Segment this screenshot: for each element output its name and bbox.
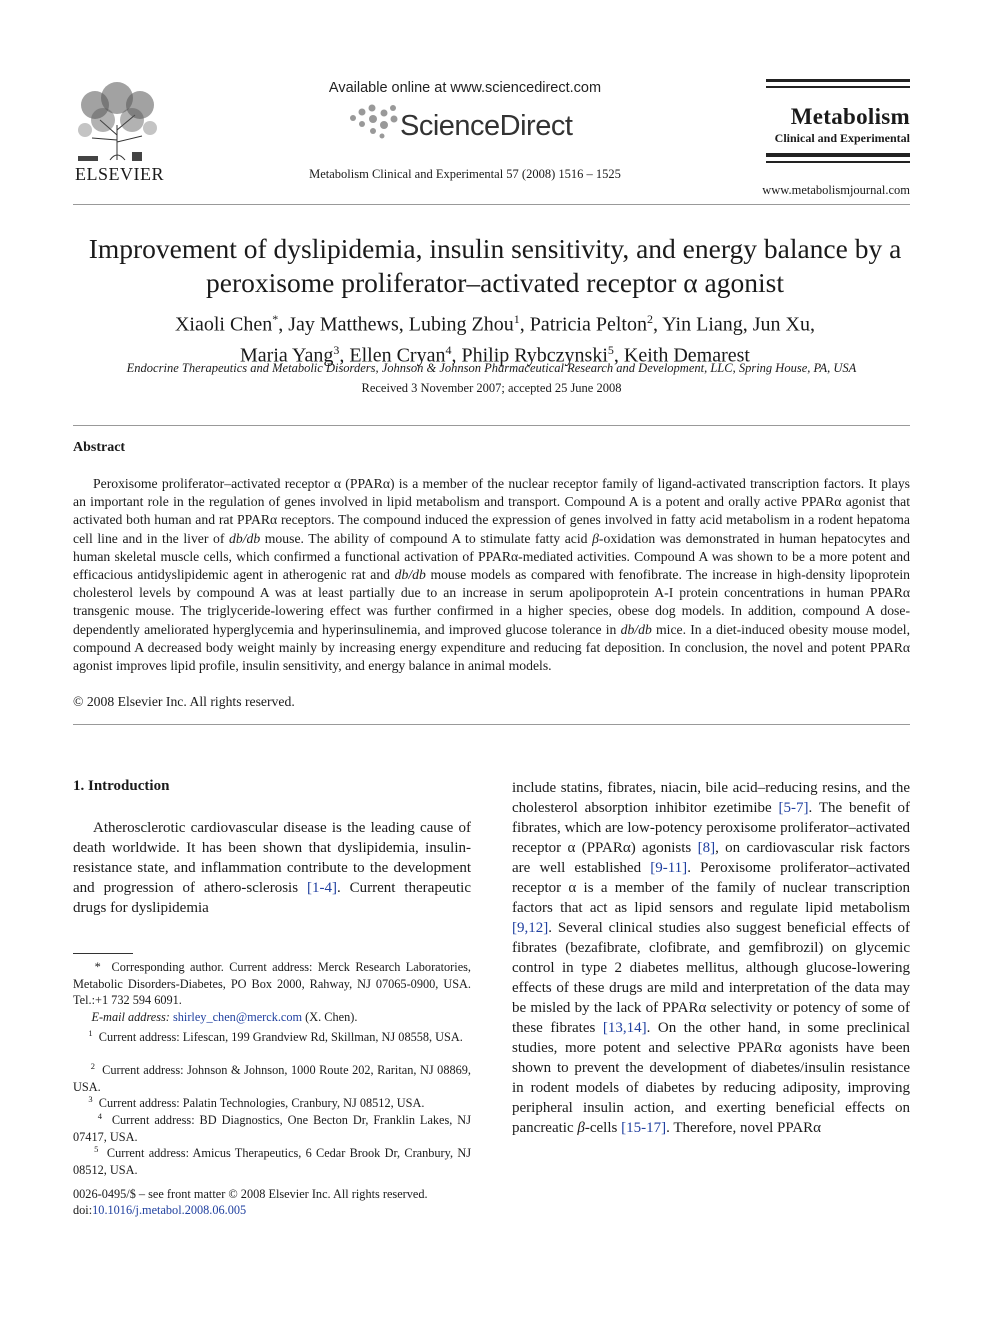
journal-logo-rule xyxy=(766,86,910,88)
abstract-bottom-divider xyxy=(73,724,910,725)
author-name: Patricia Pelton xyxy=(529,313,647,336)
journal-subtitle: Clinical and Experimental xyxy=(774,131,910,145)
article-title xyxy=(60,232,930,300)
journal-citation: Metabolism Clinical and Experimental 57 (2008) 1516 – 1525 xyxy=(309,167,621,181)
footnote-corresponding: * Corresponding author. Current address: Merck Research Laboratories, Metabolic Disorders-Diabetes, PO Box 2000, Rahway, NJ 07065-0900, USA. Tel.:+1 732 594 6091. xyxy=(73,960,472,1007)
journal-logo-rule xyxy=(766,79,910,82)
journal-logo-rule xyxy=(766,153,910,157)
author-list xyxy=(90,307,900,368)
doi-line: doi:10.1016/j.metabol.2008.06.005 xyxy=(73,1203,247,1217)
footnote-3: $^3$ Current address: Palatin Technologies, Cranbury, NJ 08512, USA. xyxy=(88,1094,425,1111)
journal-url[interactable]: www.metabolismjournal.com xyxy=(762,183,910,197)
received-dates: Received 3 November 2007; accepted 25 June 2008 xyxy=(361,381,622,395)
author-affiliation-mark[interactable]: 2 xyxy=(646,312,653,326)
article-title-line: peroxisome proliferator–activated receptor α agonist xyxy=(206,267,784,298)
footnote-divider xyxy=(73,953,133,954)
abstract-text: Peroxisome proliferator–activated receptor α (PPARα) is a member of the nuclear receptor family of ligand-activated transcription factors. It plays an important role in the regulation of genes involved in lipid metabolism and transport. Compound A is a potent and orally active PPARα agonist that activated both human and rat PPARα receptors. The compound induced the expression of genes involved in fatty acid metabolism in a rodent hepatoma cell line and in the liver of db/db mouse. The ability of compound A to stimulate fatty acid β-oxidation was demonstrated in human hepatocytes and human skeletal muscle cells, which confirmed a functional activation of PPARα-mediated activities. Compound A was shown to be a more potent and efficacious antidyslipidemic agent in atherogenic rat and db/db mouse models as compared with fenofibrate. The increase in high-density lipoprotein cholesterol levels by compound A was at least partially due to an increase in serum apolipoprotein A-I protein concentrations in human PPARα transgenic mouse. The triglyceride-lowering effect was further confirmed in a higher species, obese dog models. In addition, compound A dose-dependently ameliorated hyperglycemia and hyperinsulinemia, and improved glucose tolerance in db/db mice. In a diet-induced obesity mouse model, compound A decreased body weight mainly by increasing energy expenditure and reducing fat deposition. In conclusion, the novel and potent PPARα agonist improves lipid profile, insulin sensitivity, and energy balance in animal models. xyxy=(73,476,910,674)
author-name: Philip Rybczynski xyxy=(461,344,608,367)
footnote-5: $^5$ Current address: Amicus Therapeutics, 6 Cedar Brook Dr, Cranbury, NJ 08512, USA. xyxy=(73,1144,471,1177)
abstract-copyright: © 2008 Elsevier Inc. All rights reserved. xyxy=(73,694,295,709)
footnote-1: $^1$ Current address: Lifescan, 199 Grandview Rd, Skillman, NJ 08558, USA. xyxy=(88,1028,463,1045)
reference-link[interactable]: [1-4] xyxy=(306,880,337,896)
reference-link[interactable]: [9,12] xyxy=(512,920,549,936)
reference-link[interactable]: [5-7] xyxy=(778,800,809,816)
author-name: Ellen Cryan xyxy=(349,344,446,367)
footnote-email: E-mail address: shirley_chen@merck.com (X. Chen). xyxy=(91,1010,358,1024)
issn-line: 0026-0495/$ – see front matter © 2008 Elsevier Inc. All rights reserved. xyxy=(73,1187,428,1201)
author-affiliation-mark[interactable]: 1 xyxy=(513,312,520,326)
available-online-text: Available online at www.sciencedirect.com xyxy=(328,80,602,96)
author-line: Xiaoli Chen*, Jay Matthews, Lubing Zhou$^1$, Patricia Pelton$^2$, Yin Liang, Jun Xu, xyxy=(174,312,815,336)
article-title-line: Improvement of dyslipidemia, insulin sensitivity, and energy balance by a xyxy=(88,233,902,264)
journal-title: Metabolism xyxy=(790,104,910,129)
journal-logo-rule xyxy=(766,161,910,163)
author-affiliation-mark[interactable]: 3 xyxy=(333,342,340,357)
reference-link[interactable]: [13,14] xyxy=(602,1020,647,1036)
author-affiliation-mark[interactable]: * xyxy=(272,312,279,326)
reference-link[interactable]: [9-11] xyxy=(650,860,688,876)
abstract-heading: Abstract xyxy=(73,440,126,455)
publisher-name: ELSEVIER xyxy=(75,164,164,184)
author-name: Keith Demarest xyxy=(623,344,750,367)
sciencedirect-wordmark: ScienceDirect xyxy=(400,110,573,142)
footnote-2: $^2$ Current address: Johnson & Johnson, 1000 Route 202, Raritan, NJ 08869, USA. xyxy=(73,1061,471,1094)
author-name: Maria Yang xyxy=(240,344,334,367)
intro-left-column-text: Atherosclerotic cardiovascular disease is the leading cause of death worldwide. It has been shown that dyslipidemia, insulin-resistance state, and inflammation contribute to the development and progression of athero-sclerosis [1-4]. Current therapeutic drugs for dyslipidemia xyxy=(73,820,471,916)
author-name: Xiaoli Chen xyxy=(174,313,273,336)
affiliation: Endocrine Therapeutics and Metabolic Disorders, Johnson & Johnson Pharmaceutical Research and Development, LLC, Spring House, PA, USA xyxy=(126,361,857,375)
author-line: Maria Yang$^3$, Ellen Cryan$^4$, Philip Rybczynski$^5$, Keith Demarest xyxy=(240,342,750,367)
author-affiliation-mark[interactable]: 4 xyxy=(445,342,452,357)
footnote-4: $^4$ Current address: BD Diagnostics, One Becton Dr, Franklin Lakes, NJ 07417, USA. xyxy=(73,1111,471,1144)
abstract-top-divider xyxy=(73,425,910,426)
email-link[interactable]: shirley_chen@merck.com xyxy=(172,1010,303,1024)
author-affiliation-mark[interactable]: 5 xyxy=(607,342,614,357)
author-name: Yin Liang xyxy=(662,313,743,336)
author-name: Jun Xu xyxy=(752,313,810,336)
author-name: Jay Matthews xyxy=(288,313,399,336)
reference-link[interactable]: [8] xyxy=(697,840,716,856)
header-divider xyxy=(73,204,910,205)
section-heading-introduction: 1. Introduction xyxy=(73,778,170,794)
intro-right-column-text: include statins, fibrates, niacin, bile acid–reducing resins, and the cholesterol absorption inhibitor ezetimibe [5-7]. The benefit of fibrates, which are low-potency peroxisome proliferator–activated receptor α (PPARα) agonists [8], on cardiovascular risk factors are well established [9-11]. Peroxisome proliferator–activated receptor α is a member of the family of nuclear transcription factors that act as lipid sensors and regulate lipid metabolism [9,12]. Several clinical studies also suggest beneficial effects of fibrates (bezafibrate, clofibrate, and gemfibrozil) on glycemic control in type 2 diabetes mellitus, although glucose-lowering effects of these drugs are mild and interpretation of the data may be misled by the lack of PPARα selectivity or potency of some of these fibrates [13,14]. On the other hand, in some preclinical studies, more potent and selective PPARα agonists have been shown to prevent the development of diabetes/insulin resistance in rodent models of diabetes by reducing adiposity, improving peripheral insulin action, and exerting beneficial effects on pancreatic β-cells [15-17]. Therefore, novel PPARα xyxy=(512,780,911,1136)
doi-link[interactable]: 10.1016/j.metabol.2008.06.005 xyxy=(92,1203,247,1217)
reference-link[interactable]: [15-17] xyxy=(621,1120,667,1136)
author-name: Lubing Zhou xyxy=(408,313,514,336)
